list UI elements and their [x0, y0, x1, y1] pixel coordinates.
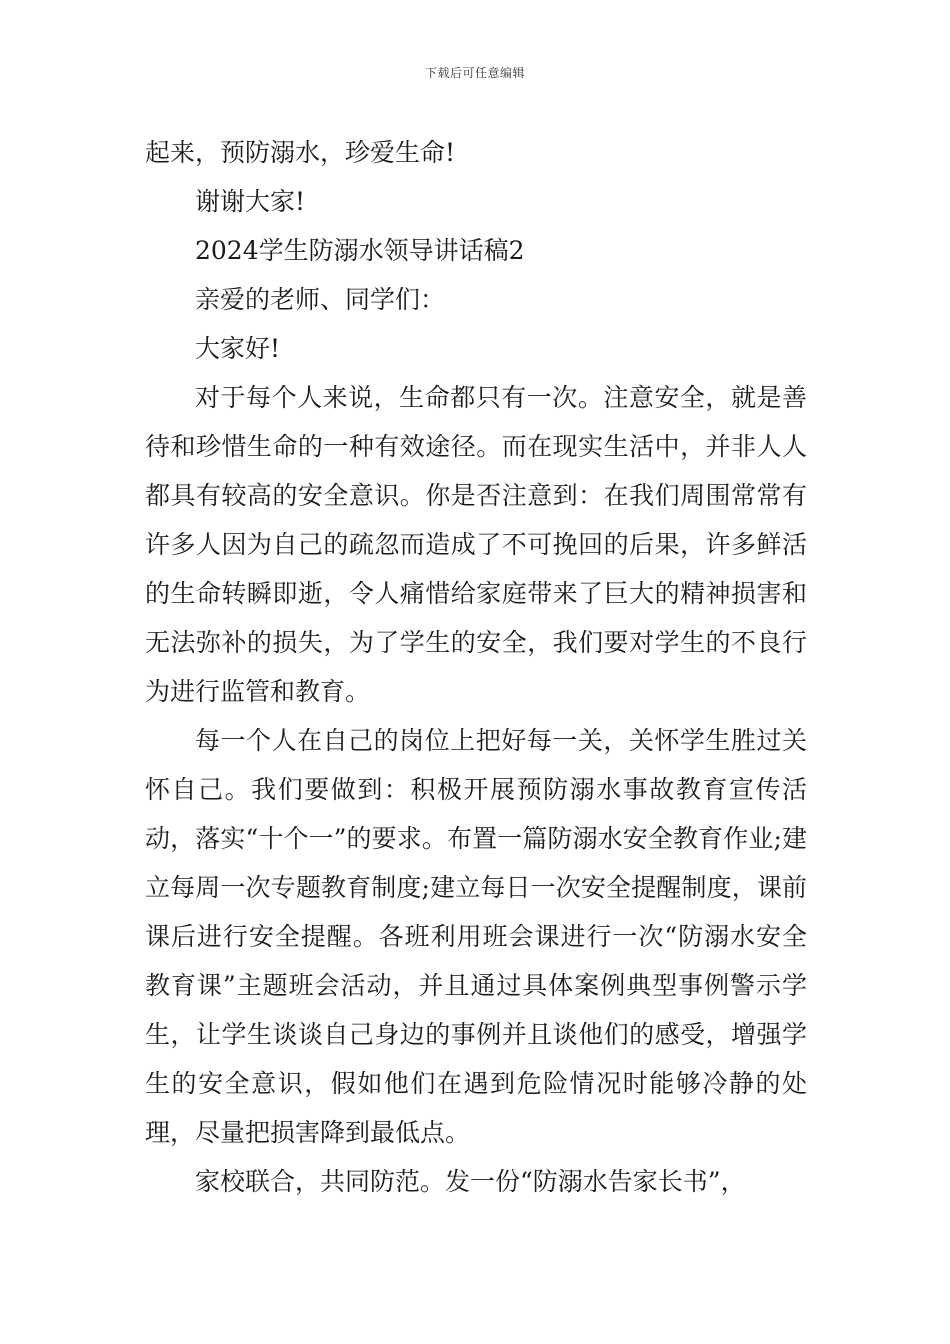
salutation: 亲爱的老师、同学们：	[195, 285, 446, 314]
speech-title: 2024学生防溺水领导讲话稿2	[195, 236, 525, 265]
document-body	[145, 128, 807, 1206]
paragraph-thanks: 谢谢大家!	[195, 187, 306, 216]
page-header: 下载后可任意编辑	[424, 66, 525, 80]
greeting: 大家好!	[195, 334, 281, 363]
paragraph-life-safety: 对于每个人来说，生命都只有一次。注意安全，就是善待和珍惜生命的一种有效途径。而在现实生活中，并非人人都具有较高的安全意识。你是否注意到：在我们周围常常有许多人因为自己的疏忽而造成了不可挽回的后果，许多鲜活的生命转瞬即逝，令人痛惜给家庭带来了巨大的精神损害和无法弥补的损失，为了学生的安全，我们要对学生的不良行为进行监管和教育。	[145, 383, 807, 706]
paragraph-home-school: 家校联合，共同防范。发一份“防溺水告家长书”，	[195, 1167, 746, 1196]
paragraph-duties: 每一个人在自己的岗位上把好每一关，关怀学生胜过关怀自己。我们要做到：积极开展预防溺水事故教育宣传活动，落实“十个一”的要求。布置一篇防溺水安全教育作业;建立每周一次专题教育制度;建立每日一次安全提醒制度，课前课后进行安全提醒。各班利用班会课进行一次“防溺水安全教育课”主题班会活动，并且通过具体案例典型事例警示学生，让学生谈谈自己身边的事例并且谈他们的感受，增强学生的安全意识，假如他们在遇到危险情况时能够冷静的处理，尽量把损害降到最低点。	[145, 726, 807, 1147]
paragraph-continuation: 起来，预防溺水，珍爱生命!	[145, 138, 456, 167]
